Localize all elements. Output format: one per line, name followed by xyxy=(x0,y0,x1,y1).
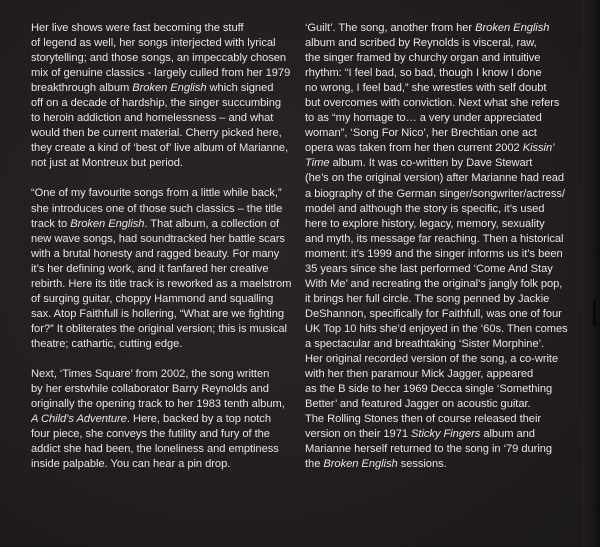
text-run: With Me’ and recreating the original’s jangly folk pop, xyxy=(305,277,563,290)
text-run: it’s her defining work, and it fanfared her creative xyxy=(31,262,269,275)
booklet-spine xyxy=(582,0,600,547)
text-run: with her then paramour Mick Jagger, appeared xyxy=(305,368,534,381)
text-run: version on their 1971 xyxy=(305,428,412,441)
text-line xyxy=(31,382,303,397)
right-text-column xyxy=(305,21,585,487)
text-run: which signed xyxy=(206,82,274,95)
text-run: ‘Guilt’. The song, another from her xyxy=(305,22,476,34)
text-line xyxy=(31,277,303,292)
text-run: Marianne herself returned to the song in ‘79 during xyxy=(305,443,553,456)
text-line xyxy=(31,217,303,232)
text-line xyxy=(305,141,585,156)
text-run: Her live shows were fast becoming the stuff xyxy=(31,22,244,34)
text-line xyxy=(31,141,303,156)
text-line xyxy=(31,111,303,126)
text-run: a spectacular and breathtaking ‘Sister Morphine’. xyxy=(305,337,545,350)
text-line xyxy=(31,186,303,201)
text-run: rhythm: “I feel bad, so bad, though I know I done xyxy=(305,67,542,80)
text-run: (he’s on the original version) after Marianne had read xyxy=(305,172,565,185)
text-line xyxy=(31,96,303,111)
text-run: and myth, its message far reaching. Then a historical xyxy=(305,232,564,245)
text-run: addict she had been, the loneliness and emptiness xyxy=(31,443,279,456)
text-line xyxy=(305,202,585,217)
text-line xyxy=(31,262,303,277)
text-line xyxy=(31,307,303,322)
text-run: by her erstwhile collaborator Barry Reynolds and xyxy=(31,383,269,396)
text-run: “One of my favourite songs from a little while back,” xyxy=(31,187,282,200)
text-line xyxy=(31,126,303,141)
text-run: the singer framed by churchy organ and intuitive xyxy=(305,52,541,65)
text-line xyxy=(31,427,303,442)
text-run: album and xyxy=(480,428,535,441)
text-line xyxy=(31,36,303,51)
italic-title-text: Kissin’ xyxy=(522,142,555,155)
text-line xyxy=(305,156,585,171)
text-line xyxy=(305,412,585,427)
text-run: . That album, a collection of xyxy=(144,217,280,230)
text-line xyxy=(305,367,585,382)
text-line xyxy=(305,81,585,96)
italic-title-text: A Child’s Adventure xyxy=(31,413,127,426)
text-line xyxy=(31,322,303,337)
text-line xyxy=(305,36,585,51)
text-line xyxy=(31,51,303,66)
text-line xyxy=(305,307,585,322)
text-run: here to explore history, legacy, memory, sexuality xyxy=(305,217,545,230)
text-line xyxy=(31,202,303,217)
text-run: UK Top 10 hits she’d enjoyed in the ‘60s. Then comes xyxy=(305,322,568,335)
text-run: to heroin addiction and homelessness – and what xyxy=(31,112,274,125)
text-line xyxy=(31,156,303,171)
text-line xyxy=(305,66,585,81)
text-line xyxy=(305,337,585,352)
text-run: woman”, ‘Song For Nico’, her Brechtian one act xyxy=(305,127,537,140)
text-run: breakthrough album xyxy=(31,82,133,95)
text-run: would then be current material. Cherry picked here, xyxy=(31,127,282,140)
text-run: rebirth. Here its title track is reworked as a maelstrom xyxy=(31,277,292,290)
text-line xyxy=(31,442,303,457)
text-run: off on a decade of hardship, the singer succumbing xyxy=(31,97,281,110)
italic-title-text: Sticky Fingers xyxy=(411,428,481,441)
text-run: the xyxy=(305,458,324,471)
text-run: sessions. xyxy=(397,458,447,471)
italic-title-text: Broken English xyxy=(132,82,207,95)
text-run: no wrong, I feel bad,” she wrestles with self doubt xyxy=(305,82,547,95)
text-line xyxy=(305,427,585,442)
text-run: she introduces one of those such classics – the title xyxy=(31,202,283,215)
text-line xyxy=(305,21,585,36)
body-paragraph xyxy=(31,186,303,352)
text-line xyxy=(305,457,585,472)
text-line xyxy=(31,81,303,96)
text-line xyxy=(305,322,585,337)
text-run: as the B side to her 1969 Decca single ‘Something xyxy=(305,383,553,396)
text-run: they create a kind of ‘best of’ live album of Marianne, xyxy=(31,142,289,155)
text-line xyxy=(31,397,303,412)
text-line xyxy=(31,337,303,352)
text-run: storytelling; and those songs, an impeccably chosen xyxy=(31,52,287,65)
italic-title-text: Broken English xyxy=(323,458,398,471)
body-paragraph xyxy=(305,21,585,472)
text-run: 35 years since she last performed ‘Come And Stay xyxy=(305,262,553,275)
text-run: album and scribed by Reynolds is visceral, raw, xyxy=(305,37,537,50)
text-line xyxy=(305,382,585,397)
text-run: album. It was co-written by Dave Stewart xyxy=(329,157,533,170)
text-run: four piece, she conveys the futility and fury of the xyxy=(31,428,270,441)
text-line xyxy=(305,397,585,412)
text-run: to as “my homage to… a very under appreciated xyxy=(305,112,542,125)
italic-title-text: Time xyxy=(305,157,330,170)
text-run: Better’ and featured Jagger on acoustic guitar. xyxy=(305,398,531,411)
text-line xyxy=(31,367,303,382)
text-line xyxy=(305,111,585,126)
text-line xyxy=(305,352,585,367)
text-run: moment: it’s 1999 and the singer informs us it’s been xyxy=(305,247,563,260)
left-text-column xyxy=(31,21,303,487)
italic-title-text: Broken English xyxy=(70,217,145,230)
text-line xyxy=(31,21,303,36)
text-run: DeShannon, specifically for Faithfull, was one of four xyxy=(305,307,562,320)
text-run: theatre; cathartic, cutting edge. xyxy=(31,337,183,350)
text-run: it brings her full circle. The song penned by Jackie xyxy=(305,292,550,305)
text-line xyxy=(305,51,585,66)
text-run: a biography of the German singer/songwriter/actress/ xyxy=(305,187,565,200)
text-run: of legend as well, her songs interjected with lyrical xyxy=(31,37,276,50)
text-run: sax. Atop Faithfull is hollering, “What are we fighting xyxy=(31,307,284,320)
text-run: for?” It obliterates the original version; this is musical xyxy=(31,322,287,335)
text-run: with a brutal honesty and ragged beauty. For many xyxy=(31,247,280,260)
text-run: originally the opening track to her 1983 tenth album, xyxy=(31,398,285,411)
text-run: model and although the story is specific, it’s used xyxy=(305,202,545,215)
text-line xyxy=(31,232,303,247)
text-line xyxy=(305,232,585,247)
text-run: inside palpable. You can hear a pin drop. xyxy=(31,458,231,471)
text-run: opera was taken from her then current 2002 xyxy=(305,142,523,155)
text-line xyxy=(305,442,585,457)
text-run: track to xyxy=(31,217,71,230)
text-line xyxy=(31,292,303,307)
text-run: not just at Montreux but period. xyxy=(31,157,183,170)
text-run: . Here, backed by a top notch xyxy=(126,413,271,426)
italic-title-text: Broken English xyxy=(475,22,550,34)
text-line xyxy=(31,457,303,472)
text-line xyxy=(305,247,585,262)
text-line xyxy=(305,292,585,307)
text-line xyxy=(305,126,585,141)
text-line xyxy=(305,171,585,186)
text-run: new wave songs, had soundtracked her battle scars xyxy=(31,232,285,245)
text-line xyxy=(305,262,585,277)
spine-notch xyxy=(593,300,596,326)
text-run: of surging guitar, choppy Hammond and squalling xyxy=(31,292,274,305)
text-run: Her original recorded version of the song, a co-write xyxy=(305,353,559,366)
body-paragraph xyxy=(31,21,303,171)
text-line xyxy=(305,187,585,202)
body-paragraph xyxy=(31,367,303,472)
text-line xyxy=(31,66,303,81)
text-run: Next, ‘Times Square’ from 2002, the song written xyxy=(31,367,270,380)
text-line xyxy=(305,217,585,232)
text-run: mix of genuine classics - largely culled from her 1979 xyxy=(31,67,291,80)
text-run: The Rolling Stones then of course released their xyxy=(305,413,542,426)
text-line xyxy=(31,412,303,427)
text-line xyxy=(31,247,303,262)
text-line xyxy=(305,277,585,292)
text-line xyxy=(305,96,585,111)
text-run: but overcomes with conviction. Next what she refers xyxy=(305,97,560,110)
